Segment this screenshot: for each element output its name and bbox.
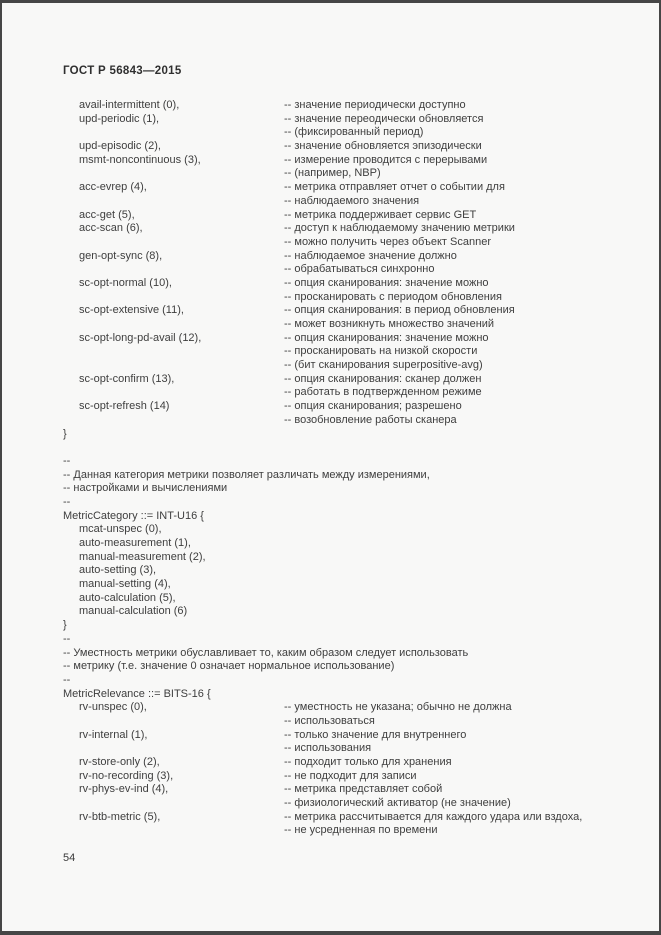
code-line: [63, 373, 653, 387]
comment-text: -- наблюдаемого значения: [284, 194, 420, 207]
code-text: rv-internal (1),: [79, 728, 148, 741]
code-line: [63, 126, 653, 140]
code-line: auto-setting (3),: [79, 564, 157, 577]
code-line: [63, 250, 653, 264]
code-text: [63, 359, 284, 373]
comment-text: -- использоваться: [284, 714, 375, 727]
comment-text: -- метрика поддерживает сервис GET: [284, 208, 477, 221]
code-text: [63, 824, 284, 838]
code-line: MetricRelevance ::= BITS-16 {: [63, 687, 211, 700]
comment-text: -- работать в подтвержденном режиме: [284, 386, 482, 399]
code-line: [63, 783, 653, 797]
code-text: rv-store-only (2),: [79, 756, 160, 768]
code-text: [63, 236, 284, 250]
code-text: upd-periodic (1),: [79, 112, 160, 125]
code-text: [63, 715, 284, 729]
comment-text: -- только значение для внутреннего: [284, 728, 467, 741]
code-text: upd-episodic (2),: [79, 140, 161, 153]
comment-text: -- опция сканирования; разрешено: [284, 400, 462, 413]
code-text: rv-no-recording (3),: [79, 769, 174, 782]
comment-text: -- значение обновляется эпизодически: [284, 140, 482, 153]
code-line: -- настройками и вычислениями: [63, 482, 228, 495]
code-line: [63, 770, 653, 784]
code-line: [63, 345, 653, 359]
comment-text: -- наблюдаемое значение должно: [284, 249, 457, 262]
code-line: -- Уместность метрики обуславливает то, каким образом следует использовать: [63, 646, 469, 659]
blank-line: [63, 441, 653, 455]
comment-text: -- обрабатываться синхронно: [284, 263, 435, 276]
code-line: [63, 99, 653, 113]
code-text: [63, 291, 284, 305]
code-text: acc-scan (6),: [79, 222, 143, 235]
code-text: sc-opt-long-pd-avail (12),: [79, 331, 202, 344]
code-line: [63, 154, 653, 168]
code-line: [63, 729, 653, 743]
code-text: [63, 386, 284, 400]
code-text: [63, 195, 284, 209]
code-line: auto-measurement (1),: [79, 537, 191, 549]
code-line: [63, 715, 653, 729]
comment-text: -- (бит сканирования superpositive-avg): [284, 359, 483, 372]
comment-text: -- доступ к наблюдаемому значению метрики: [284, 222, 515, 235]
code-line: mcat-unspec (0),: [79, 523, 162, 536]
comment-text: -- опция сканирования: в период обновления: [284, 304, 515, 317]
comment-text: -- измерение проводится с перерывами: [284, 153, 488, 166]
comment-text: -- опция сканирования: значение можно: [284, 276, 489, 289]
code-line: -- Данная категория метрики позволяет различать между измерениями,: [63, 468, 430, 481]
code-text: [63, 414, 284, 428]
code-text: rv-phys-ev-ind (4),: [79, 783, 169, 796]
comment-text: -- (фиксированный период): [284, 126, 424, 139]
code-text: rv-btb-metric (5),: [79, 810, 161, 823]
code-text: sc-opt-normal (10),: [79, 276, 172, 289]
code-line: [63, 332, 653, 346]
code-line: [63, 167, 653, 181]
code-text: [63, 126, 284, 140]
code-text: sc-opt-confirm (13),: [79, 372, 175, 385]
comment-text: -- значение переодически обновляется: [284, 112, 484, 125]
comment-text: -- можно получить через объект Scanner: [284, 235, 491, 248]
code-line: [63, 386, 653, 400]
code-text: [63, 742, 284, 756]
code-text: [63, 263, 284, 277]
code-line: [63, 304, 653, 318]
code-line: [63, 742, 653, 756]
code-line: [63, 209, 653, 223]
comment-text: -- метрика представляет собой: [284, 783, 443, 796]
code-line: MetricCategory ::= INT-U16 {: [63, 509, 204, 522]
code-line: [63, 277, 653, 291]
code-line: }: [63, 619, 67, 632]
code-text: [63, 167, 284, 181]
comment-text: -- физиологический активатор (не значение): [284, 797, 511, 810]
code-line: [63, 400, 653, 414]
comment-text: -- метрика отправляет отчет о событии для: [284, 181, 505, 194]
code-line: [63, 140, 653, 154]
comment-text: -- опция сканирования: значение можно: [284, 331, 489, 344]
page-number: 54: [63, 852, 76, 865]
code-line: [63, 756, 653, 770]
comment-text: -- опция сканирования: сканер должен: [284, 372, 482, 385]
code-text: [63, 345, 284, 359]
code-line: [63, 222, 653, 236]
code-text: msmt-noncontinuous (3),: [79, 153, 201, 166]
document-header: ГОСТ Р 56843—2015: [63, 65, 182, 77]
code-text: acc-evrep (4),: [79, 181, 147, 194]
code-line: [63, 113, 653, 127]
code-line: --: [63, 632, 71, 645]
code-line: --: [63, 495, 71, 508]
code-text: rv-unspec (0),: [79, 701, 147, 714]
comment-text: -- уместность не указана; обычно не должна: [284, 701, 512, 714]
code-line: manual-measurement (2),: [79, 550, 206, 563]
comment-text: -- использования: [284, 742, 372, 755]
code-text: gen-opt-sync (8),: [79, 249, 163, 262]
comment-text: -- не усредненная по времени: [284, 824, 438, 837]
code-line: manual-calculation (6): [79, 605, 188, 618]
code-line: [63, 318, 653, 332]
code-line: [63, 701, 653, 715]
code-text: [63, 797, 284, 811]
code-line: [63, 263, 653, 277]
comment-text: -- метрика рассчитывается для каждого удара или вздоха,: [284, 810, 583, 823]
code-text: acc-get (5),: [79, 208, 135, 221]
code-line: --: [63, 673, 71, 686]
comment-text: -- подходит только для хранения: [284, 756, 452, 768]
code-text: [63, 318, 284, 332]
comment-text: -- возобновление работы сканера: [284, 413, 457, 426]
code-line: }: [63, 427, 67, 440]
comment-text: -- просканировать на низкой скорости: [284, 345, 478, 358]
comment-text: -- может возникнуть множество значений: [284, 318, 495, 330]
code-line: [63, 359, 653, 373]
code-line: manual-setting (4),: [79, 578, 171, 591]
code-text: avail-intermittent (0),: [79, 99, 180, 111]
comment-text: -- не подходит для записи: [284, 769, 417, 782]
comment-text: -- просканировать с периодом обновления: [284, 290, 502, 303]
code-line: [63, 824, 653, 838]
code-listing: [63, 99, 653, 838]
code-text: sc-opt-refresh (14): [79, 400, 170, 413]
code-text: sc-opt-extensive (11),: [79, 304, 184, 317]
code-line: [63, 236, 653, 250]
code-line: [63, 414, 653, 428]
code-line: [63, 181, 653, 195]
comment-text: -- (например, NBP): [284, 167, 381, 180]
code-line: auto-calculation (5),: [79, 591, 176, 604]
code-line: [63, 291, 653, 305]
code-line: [63, 195, 653, 209]
comment-text: -- значение периодически доступно: [284, 99, 466, 111]
code-line: [63, 797, 653, 811]
code-line: -- метрику (т.е. значение 0 означает нормальное использование): [63, 660, 395, 673]
code-line: --: [63, 454, 71, 467]
code-line: [63, 811, 653, 825]
